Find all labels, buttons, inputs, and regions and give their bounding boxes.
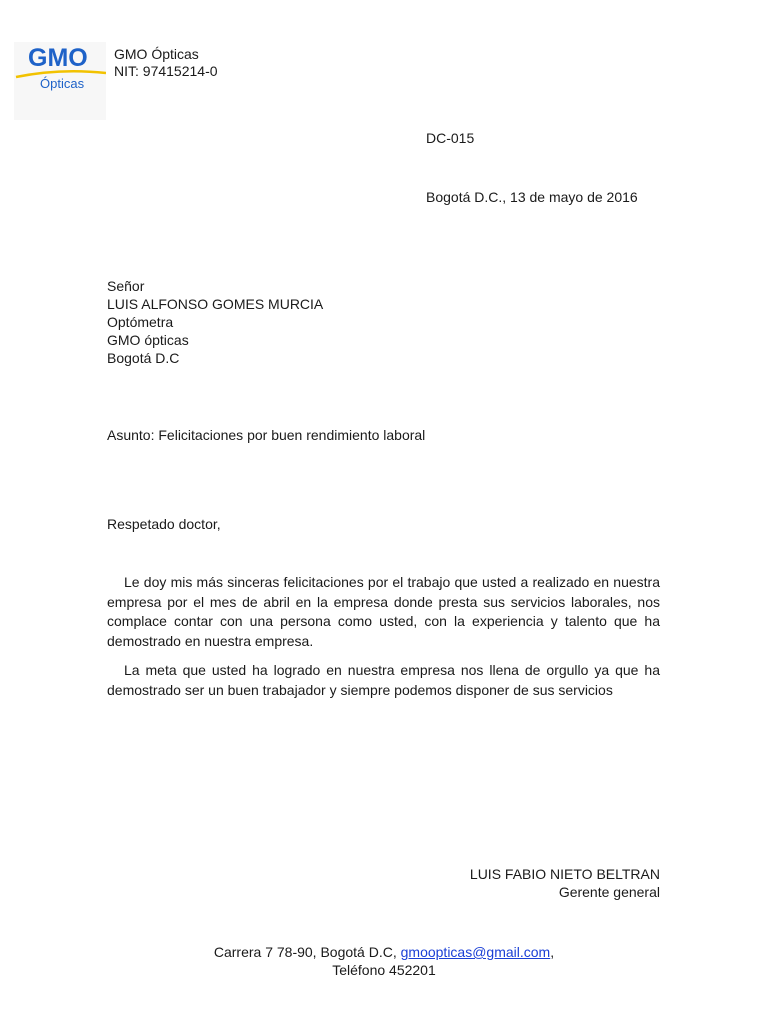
body-paragraph: La meta que usted ha logrado en nuestra empresa nos llena de orgullo ya que ha demostrado ser un buen trabajador y siempre podemos disponer de sus servicios (107, 662, 660, 698)
recipient-company: GMO ópticas (107, 332, 189, 348)
letter-body (107, 573, 660, 710)
company-logo (14, 42, 106, 120)
recipient-city: Bogotá D.C (107, 350, 180, 366)
letter-greeting: Respetado doctor, (107, 516, 221, 532)
recipient-salutation: Señor (107, 278, 145, 294)
logo-brand-text: GMO (28, 44, 88, 72)
footer-phone: Teléfono 452201 (332, 962, 436, 978)
company-header (114, 46, 218, 80)
footer-address: Carrera 7 78-90, Bogotá D.C, (213, 944, 401, 960)
signature-name: LUIS FABIO NIETO BELTRAN (469, 866, 660, 882)
document-reference: DC-015 (426, 130, 475, 146)
letter-subject: Asunto: Felicitaciones por buen rendimiento laboral (107, 427, 426, 443)
signature-block (470, 865, 660, 901)
signature-role: Gerente general (558, 884, 660, 900)
company-name: GMO Ópticas (114, 46, 199, 62)
footer-email-link[interactable]: gmoopticas@gmail.com (400, 944, 551, 960)
body-paragraph: Le doy mis más sinceras felicitaciones por el trabajo que usted a realizado en nuestra empresa por el mes de abril en la empresa donde presta sus servicios laborales, nos complace contar con una persona como usted, con la experiencia y talento que ha demostrado en nuestra empresa. (107, 574, 660, 649)
company-nit: NIT: 97415214-0 (114, 63, 218, 79)
letter-date: Bogotá D.C., 13 de mayo de 2016 (426, 189, 638, 205)
logo-subbrand-text: Ópticas (40, 76, 85, 91)
footer (0, 943, 768, 979)
footer-comma: , (550, 944, 555, 960)
recipient-title: Optómetra (107, 314, 174, 330)
footer-contact-line (0, 943, 768, 961)
recipient-block (107, 277, 323, 367)
recipient-name: LUIS ALFONSO GOMES MURCIA (107, 296, 324, 312)
